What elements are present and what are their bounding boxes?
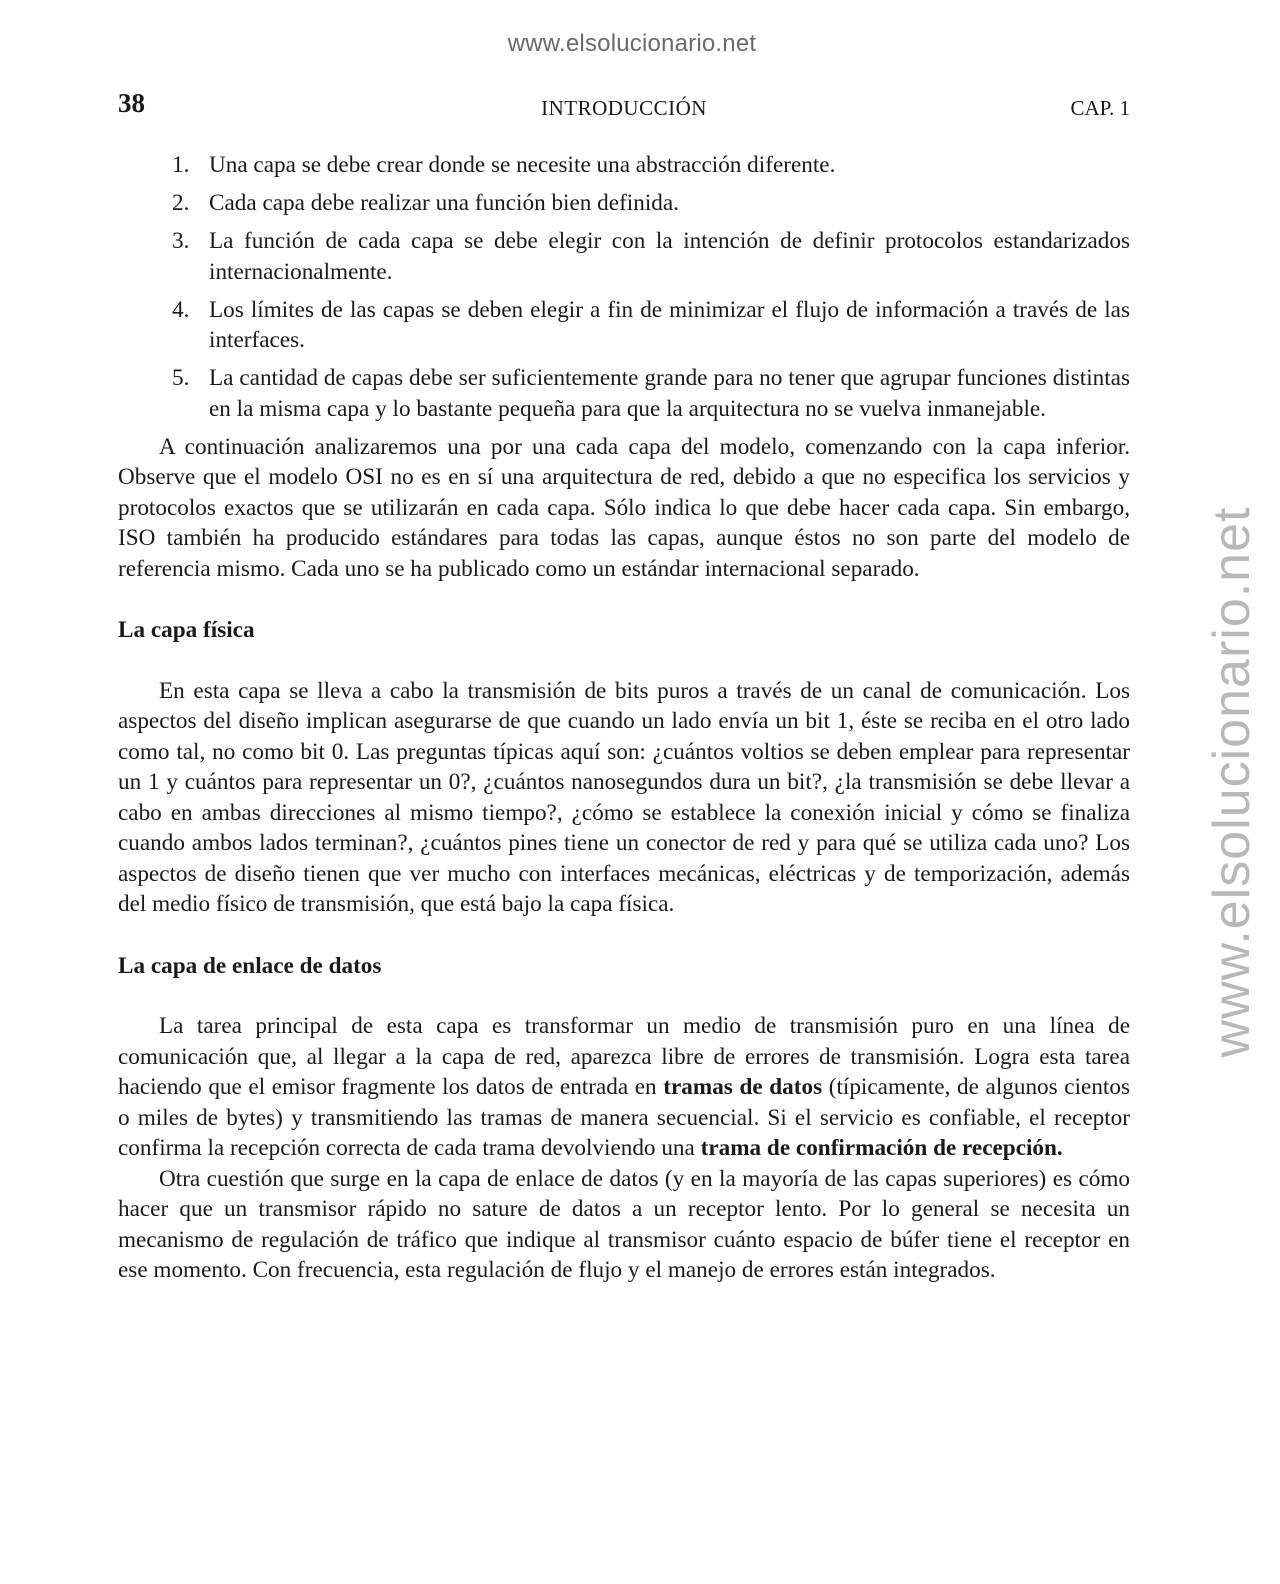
list-item-text: La función de cada capa se debe elegir con la intención de definir protocolos estandarizados internacionalmente. xyxy=(209,228,1130,285)
term-ack-frame: trama de confirmación de recepción. xyxy=(700,1135,1063,1161)
list-item-number: 1. xyxy=(172,152,190,178)
intro-paragraph: A continuación analizaremos una por una cada capa del modelo, comenzando con la capa inferior. Observe que el modelo OSI no es en sí una arquitectura de red, debido a que no especifica los servicios y protocolos exactos que se utilizarán en cada capa. Sólo indica lo que debe hacer cada capa. Sin embargo, ISO también ha producido estándares para todas las capas, aunque éstos no son parte del modelo de referencia mismo. Cada uno se ha publicado como un estándar internacional separado. xyxy=(118,433,1130,582)
list-item-text: Cada capa debe realizar una función bien definida. xyxy=(209,190,679,216)
section-heading-physical-layer: La capa física xyxy=(118,617,255,643)
list-item-text: La cantidad de capas debe ser suficientemente grande para no tener que agrupar funciones distintas en la misma capa y lo bastante pequeña para que la arquitectura no se vuelva inmanejable. xyxy=(209,365,1130,422)
list-item-text: Una capa se debe crear donde se necesite una abstracción diferente. xyxy=(209,152,836,178)
text-run: La tarea principal de esta capa es transformar un medio de transmisión puro en una línea de comunicación que, al llegar a la capa de red, aparezca libre de errores de transmisión. Logra esta tarea haciendo que el emisor fragmente los datos de entrada en xyxy=(118,1013,1130,1100)
design-rules-list xyxy=(118,150,1130,424)
list-item xyxy=(118,150,1130,181)
page-number: 38 xyxy=(118,88,145,118)
list-item-number: 3. xyxy=(172,228,190,254)
list-item-number: 4. xyxy=(172,296,190,323)
list-item xyxy=(118,226,1130,287)
section-heading-data-link-layer: La capa de enlace de datos xyxy=(118,952,382,979)
list-item xyxy=(118,363,1130,424)
list-item xyxy=(118,188,1130,219)
text-run: (típicamente, de algunos cientos o miles de bytes) y transmitiendo las tramas de manera secuencial. Si el servicio es confiable, el receptor confirma la recepción correcta de cada trama devolviendo una xyxy=(118,1074,1130,1161)
data-link-paragraph-2: Otra cuestión que surge en la capa de enlace de datos (y en la mayoría de las capas superiores) es cómo hacer que un transmisor rápido no sature de datos a un receptor lento. Por lo general se necesita un mecanismo de regulación de tráfico que indique al transmisor cuánto espacio de búfer tiene el receptor en ese momento. Con frecuencia, esta regulación de flujo y el manejo de errores están integrados. xyxy=(118,1165,1130,1283)
list-item-text: Los límites de las capas se deben elegir a fin de minimizar el flujo de información a través de las interfaces. xyxy=(209,296,1130,353)
watermark-top-url: www.elsolucionario.net xyxy=(507,30,757,57)
chapter-label: CAP. 1 xyxy=(1070,96,1130,120)
running-title: INTRODUCCIÓN xyxy=(541,96,707,120)
list-item-number: 5. xyxy=(172,365,190,391)
watermark-side-url: www.elsolucionario.net xyxy=(1203,506,1261,1058)
data-link-paragraph-1 xyxy=(118,1011,1130,1164)
page-body xyxy=(118,150,1130,1286)
physical-layer-paragraph: En esta capa se lleva a cabo la transmisión de bits puros a través de un canal de comunicación. Los aspectos del diseño implican asegurarse de que cuando un lado envía un bit 1, éste se reciba en el otro lado como tal, no como bit 0. Las preguntas típicas aquí son: ¿cuántos voltios se deben emplear para representar un 1 y cuántos para representar un 0?, ¿cuántos nanosegundos dura un bit?, ¿la transmisión se debe llevar a cabo en ambas direcciones al mismo tiempo?, ¿cómo se establece la conexión inicial y cómo se finaliza cuando ambos lados terminan?, ¿cuántos pines tiene un conector de red y para qué se utiliza cada uno? Los aspectos de diseño tienen que ver mucho con interfaces mecánicas, eléctricas y de temporización, además del medio físico de transmisión, que está bajo la capa física. xyxy=(118,677,1130,917)
term-data-frames: tramas de datos xyxy=(663,1074,823,1100)
list-item-number: 2. xyxy=(172,190,190,216)
list-item xyxy=(118,295,1130,356)
page-header xyxy=(118,88,1130,124)
